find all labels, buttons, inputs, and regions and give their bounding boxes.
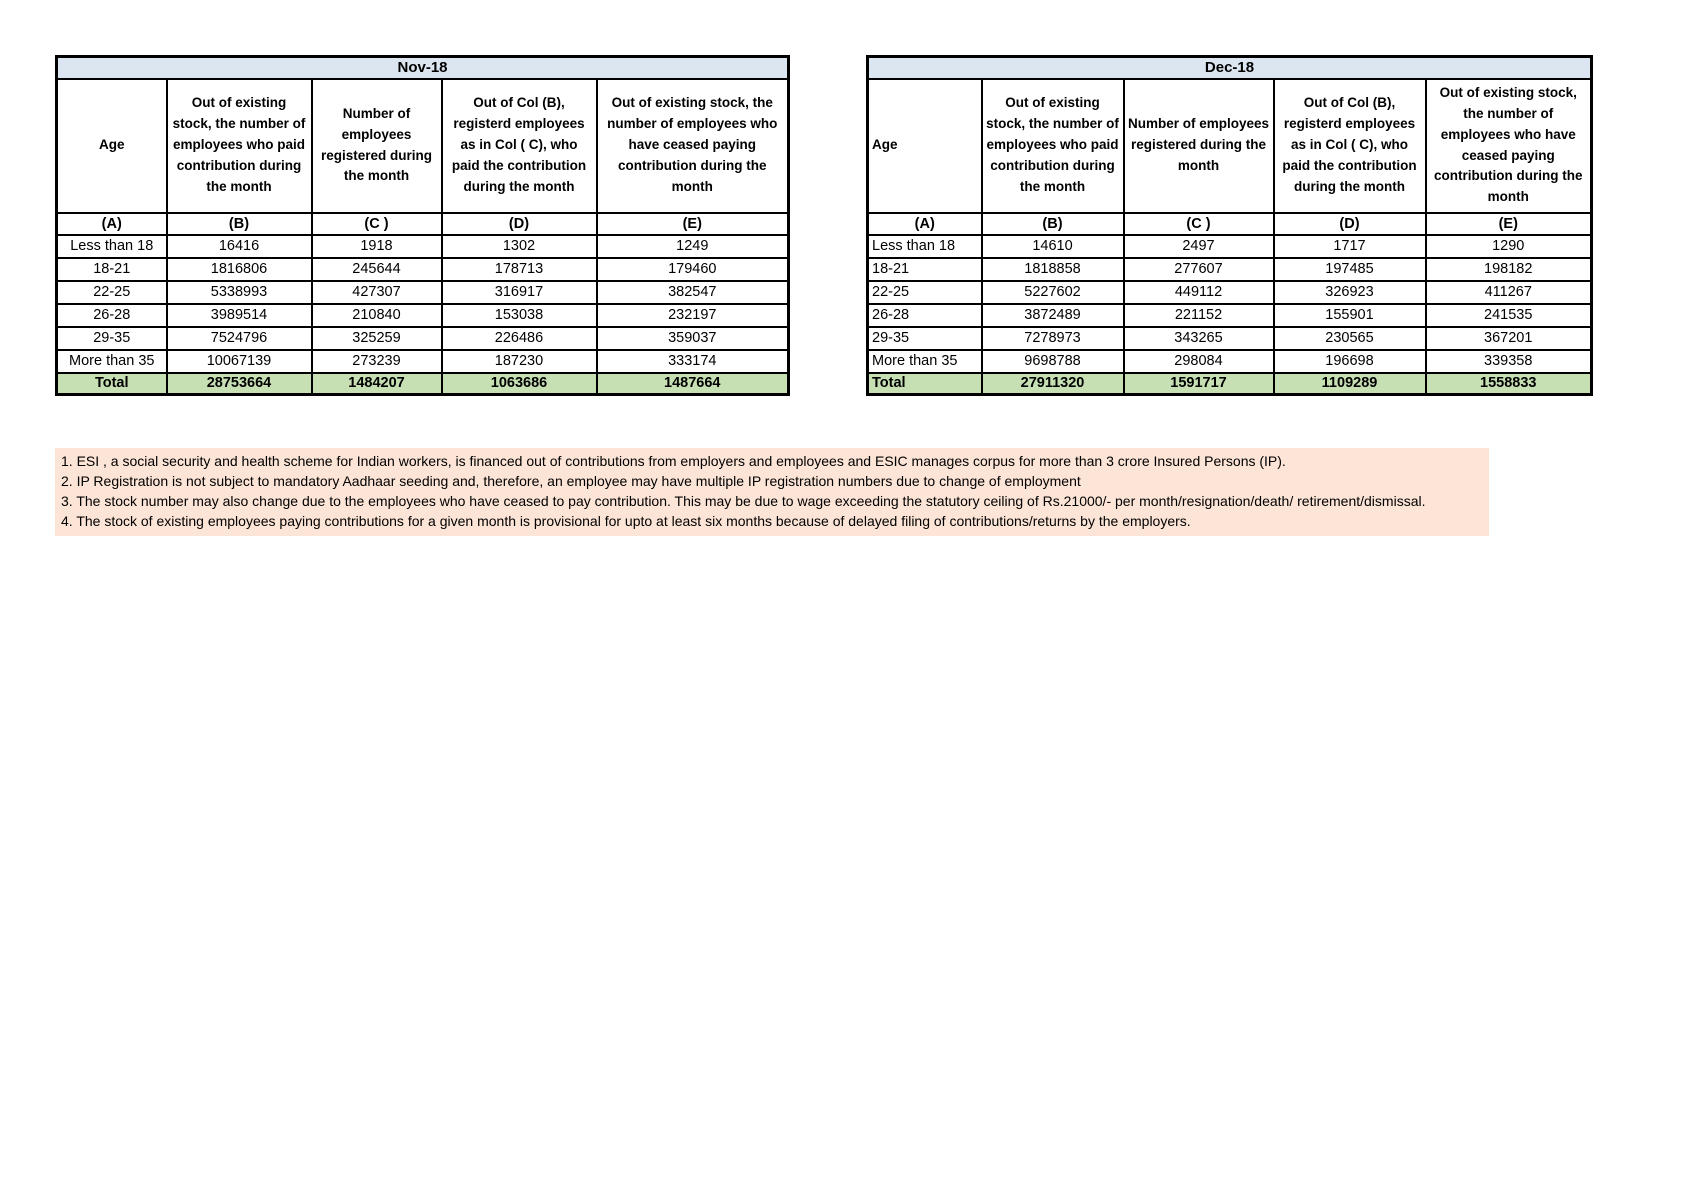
table-cell: 3872489 — [982, 304, 1124, 327]
dec-header-row — [868, 79, 1592, 213]
age-cell: 18-21 — [868, 258, 982, 281]
age-cell: 18-21 — [57, 258, 167, 281]
table-cell: 1302 — [442, 235, 597, 258]
total-cell: 1591717 — [1124, 373, 1274, 395]
nov-header-col-b: Out of existing stock, the number of employees who paid contribution during the month — [167, 79, 312, 213]
table-row — [868, 327, 1592, 350]
table-row — [868, 235, 1592, 258]
table-cell: 333174 — [597, 350, 789, 373]
table-cell: 325259 — [312, 327, 442, 350]
dec-header-col-c: Number of employees registered during the month — [1124, 79, 1274, 213]
dec-letters-row — [868, 213, 1592, 235]
table-cell: 230565 — [1274, 327, 1426, 350]
table-cell: 1816806 — [167, 258, 312, 281]
table-cell: 197485 — [1274, 258, 1426, 281]
table-cell: 245644 — [312, 258, 442, 281]
table-cell: 339358 — [1426, 350, 1592, 373]
table-cell: 427307 — [312, 281, 442, 304]
table-cell: 1290 — [1426, 235, 1592, 258]
age-cell: Less than 18 — [57, 235, 167, 258]
age-cell: 22-25 — [57, 281, 167, 304]
table-cell: 232197 — [597, 304, 789, 327]
table-cell: 196698 — [1274, 350, 1426, 373]
footnote-2: 2. IP Registration is not subject to mandatory Aadhaar seeding and, therefore, an employee may have multiple IP registration numbers due to change of employment — [61, 473, 1081, 489]
dec-table-title: Dec-18 — [868, 57, 1592, 79]
age-cell: More than 35 — [57, 350, 167, 373]
table-cell: 179460 — [597, 258, 789, 281]
col-letter: (A) — [57, 213, 167, 235]
table-row — [57, 327, 789, 350]
footnote-4: 4. The stock of existing employees paying contributions for a given month is provisional for upto at least six months because of delayed filing of contributions/returns by the employers. — [61, 513, 1191, 529]
table-cell: 326923 — [1274, 281, 1426, 304]
total-cell: 27911320 — [982, 373, 1124, 395]
table-row — [868, 281, 1592, 304]
table-cell: 1918 — [312, 235, 442, 258]
col-letter: (D) — [1274, 213, 1426, 235]
nov-header-col-d: Out of Col (B), registerd employees as in Col ( C), who paid the contribution during the month — [442, 79, 597, 213]
table-cell: 241535 — [1426, 304, 1592, 327]
table-row — [57, 304, 789, 327]
nov-18-table — [55, 55, 790, 396]
table-cell: 1717 — [1274, 235, 1426, 258]
nov-title-row — [57, 57, 789, 79]
table-cell: 9698788 — [982, 350, 1124, 373]
total-cell: 1487664 — [597, 373, 789, 395]
table-cell: 14610 — [982, 235, 1124, 258]
age-cell: Less than 18 — [868, 235, 982, 258]
table-cell: 2497 — [1124, 235, 1274, 258]
table-cell: 1818858 — [982, 258, 1124, 281]
age-cell: 29-35 — [57, 327, 167, 350]
table-cell: 7278973 — [982, 327, 1124, 350]
table-cell: 382547 — [597, 281, 789, 304]
table-cell: 343265 — [1124, 327, 1274, 350]
age-cell: 22-25 — [868, 281, 982, 304]
table-row — [868, 350, 1592, 373]
footnote-3: 3. The stock number may also change due to the employees who have ceased to pay contribution. This may be due to wage exceeding the statutory ceiling of Rs.21000/- per month/resignation/death/ retirement/dismissal. — [61, 493, 1426, 509]
table-cell: 178713 — [442, 258, 597, 281]
table-cell: 10067139 — [167, 350, 312, 373]
footnotes-panel — [55, 448, 1489, 536]
table-cell: 16416 — [167, 235, 312, 258]
table-cell: 359037 — [597, 327, 789, 350]
footnote-1: 1. ESI , a social security and health scheme for Indian workers, is financed out of contributions from employers and employees and ESIC manages corpus for more than 3 crore Insured Persons (IP). — [61, 453, 1286, 469]
table-cell: 7524796 — [167, 327, 312, 350]
total-cell: 1484207 — [312, 373, 442, 395]
table-row — [57, 235, 789, 258]
table-cell: 210840 — [312, 304, 442, 327]
dec-header-col-b: Out of existing stock, the number of employees who paid contribution during the month — [982, 79, 1124, 213]
total-cell: 1558833 — [1426, 373, 1592, 395]
age-cell: 26-28 — [57, 304, 167, 327]
col-letter: (D) — [442, 213, 597, 235]
total-cell: 1063686 — [442, 373, 597, 395]
total-cell: 28753664 — [167, 373, 312, 395]
table-cell: 3989514 — [167, 304, 312, 327]
nov-header-col-c: Number of employees registered during the month — [312, 79, 442, 213]
col-letter: (E) — [597, 213, 789, 235]
table-cell: 187230 — [442, 350, 597, 373]
dec-header-age: Age — [868, 79, 982, 213]
table-cell: 316917 — [442, 281, 597, 304]
table-cell: 226486 — [442, 327, 597, 350]
dec-title-row — [868, 57, 1592, 79]
col-letter: (B) — [982, 213, 1124, 235]
table-cell: 5227602 — [982, 281, 1124, 304]
nov-total-row — [57, 373, 789, 395]
table-cell: 155901 — [1274, 304, 1426, 327]
table-row — [57, 350, 789, 373]
nov-header-age: Age — [57, 79, 167, 213]
table-cell: 277607 — [1124, 258, 1274, 281]
table-cell: 449112 — [1124, 281, 1274, 304]
total-label: Total — [57, 373, 167, 395]
total-cell: 1109289 — [1274, 373, 1426, 395]
nov-letters-row — [57, 213, 789, 235]
nov-header-col-e: Out of existing stock, the number of employees who have ceased paying contribution during the month — [597, 79, 789, 213]
col-letter: (C ) — [312, 213, 442, 235]
table-cell: 298084 — [1124, 350, 1274, 373]
total-label: Total — [868, 373, 982, 395]
table-cell: 411267 — [1426, 281, 1592, 304]
dec-total-row — [868, 373, 1592, 395]
age-cell: 26-28 — [868, 304, 982, 327]
dec-header-col-d: Out of Col (B), registerd employees as in Col ( C), who paid the contribution during the month — [1274, 79, 1426, 213]
age-cell: 29-35 — [868, 327, 982, 350]
table-row — [868, 258, 1592, 281]
table-cell: 367201 — [1426, 327, 1592, 350]
table-cell: 273239 — [312, 350, 442, 373]
nov-table-title: Nov-18 — [57, 57, 789, 79]
table-cell: 153038 — [442, 304, 597, 327]
table-cell: 198182 — [1426, 258, 1592, 281]
col-letter: (E) — [1426, 213, 1592, 235]
col-letter: (C ) — [1124, 213, 1274, 235]
table-row — [868, 304, 1592, 327]
dec-header-col-e: Out of existing stock, the number of employees who have ceased paying contribution during the month — [1426, 79, 1592, 213]
table-cell: 5338993 — [167, 281, 312, 304]
table-row — [57, 281, 789, 304]
col-letter: (B) — [167, 213, 312, 235]
nov-header-row — [57, 79, 789, 213]
col-letter: (A) — [868, 213, 982, 235]
table-cell: 221152 — [1124, 304, 1274, 327]
table-cell: 1249 — [597, 235, 789, 258]
age-cell: More than 35 — [868, 350, 982, 373]
dec-18-table — [866, 55, 1593, 396]
table-row — [57, 258, 789, 281]
